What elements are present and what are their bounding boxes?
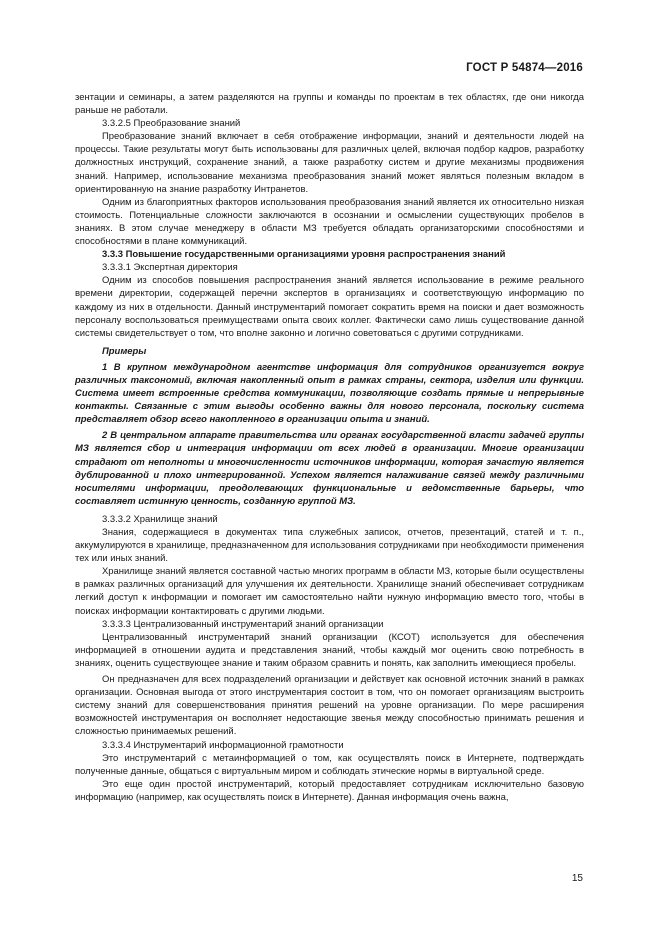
- section-heading-3-3-2-5: 3.3.2.5 Преобразование знаний: [102, 118, 241, 130]
- paragraph: Преобразование знаний включает в себя отображение информации, знаний и деятельности людей на процессы. Такие результаты могут быть использованы для различных целей, включая подбор кадров, разработку должностных инструкций, сохранение знаний, а также разработку систем и другие механизмы продвижения знаний. Например, использование механизма преобразования знаний может являться полезным вкладом в ориентированную на знание разработку Интранетов.: [75, 131, 584, 195]
- paragraph: Он предназначен для всех подразделений организации и действует как основной источник знаний в рамках организации. Основная выгода от этого инструментария состоит в том, что он помогает организациям выстроить систему знаний для совершенствования принятия решений на уровне организации. По мере расширения возможностей инструментария он восполняет недостающие звенья между способностью принимать решения и сложностью принимаемых решений.: [75, 674, 584, 738]
- paragraph: Это инструментарий с метаинформацией о том, как осуществлять поиск в Интернете, подтверждать полученные данные, общаться с виртуальным миром и соблюдать этические нормы в виртуальной среде.: [75, 752, 584, 777]
- section-heading-3-3-3-4: 3.3.3.4 Инструментарий информационной грамотности: [102, 739, 344, 751]
- example-2: 2 В центральном аппарате правительства или органах государственной власти задачей группы МЗ является сбор и интеграция информации от всех людей в организации. Многие организации страдают от неполноты и многочисленности источников информации, которая зачастую является дублированной и плохо интегрированной. Успехом является налаживание связей между различными носителями информации, преодолевающих функциональные и ведомственные барьеры, что составляет истинную ценность, созданную группой МЗ.: [75, 430, 584, 507]
- page-body: [75, 91, 584, 804]
- section-heading-3-3-3-3: 3.3.3.3 Централизованный инструментарий знаний организации: [102, 618, 384, 630]
- paragraph: зентации и семинары, а затем разделяются на группы и команды по проектам в тех областях, где они никогда раньше не работали.: [75, 92, 584, 117]
- page-number: 15: [571, 873, 583, 884]
- paragraph: Хранилище знаний является составной частью многих программ в области МЗ, которые были осуществлены в рамках различных организаций для улучшения их деятельности. Хранилище знаний обеспечивает сотрудникам легкий доступ к информации и помогает им самостоятельно найти нужную информацию вместо того, чтобы в поисках информации контактировать с другими людьми.: [75, 566, 584, 617]
- document-id: ГОСТ Р 54874—2016: [466, 62, 583, 74]
- section-heading-3-3-3-2: 3.3.3.2 Хранилище знаний: [102, 513, 218, 525]
- section-heading-3-3-3-1: 3.3.3.1 Экспертная директория: [102, 262, 238, 274]
- example-1: 1 В крупном международном агентстве информация для сотрудников организуется вокруг различных таксономий, включая накопленный опыт в рамках страны, сектора, изделия или функции. Система имеет встроенные средства коммуникации, позволяющие создать прямые и непрерывные контакты. Связанные с этим выгоды особенно важны для нового персонала, поскольку система представляет обзор всего накопленного в организации опыта и знаний.: [75, 361, 584, 426]
- paragraph: Одним из способов повышения распространения знаний является использование в режиме реального времени директории, содержащей перечни экспертов в организациях и соответствующую информацию по каждому из них в отдельности. Данный инструментарий помогает сократить время на поиски и дает возможность персоналу воспользоваться преимуществами опыта своих коллег. Фактически само лишь существование данной системы свидетельствует о том, что вполне законно и логично советоваться с другими сотрудниками.: [75, 275, 584, 339]
- paragraph: Одним из благоприятных факторов использования преобразования знаний является их относительно низкая стоимость. Потенциальные сложности заключаются в осознании и осмыслении существующих пробелов в знаниях. В этом случае менеджеру в области МЗ требуется обладать организаторскими способностями и способностями в плане коммуникаций.: [75, 196, 584, 248]
- paragraph: Централизованный инструментарий знаний организации (КСОТ) используется для обеспечения информацией в отношении аудита и представления знаний, чтобы каждый мог оценить свою потребность в знаниях, оценить существующее знание и таким образом сравнить и понять, как заполнить имеющиеся пробелы.: [75, 631, 584, 669]
- paragraph: Это еще один простой инструментарий, который предоставляет сотрудникам исключительно базовую информацию (например, как осуществлять поиск в Интернете). Данная информация очень важна,: [75, 778, 584, 803]
- section-heading-3-3-3: 3.3.3 Повышение государственными организациями уровня распространения знаний: [102, 249, 506, 261]
- examples-heading: Примеры: [102, 345, 147, 357]
- paragraph: Знания, содержащиеся в документах типа служебных записок, отчетов, презентаций, статей и т. п., аккумулируются в хранилище, предназначенном для использования сотрудниками при необходимости применения тех или иных знаний.: [75, 527, 584, 565]
